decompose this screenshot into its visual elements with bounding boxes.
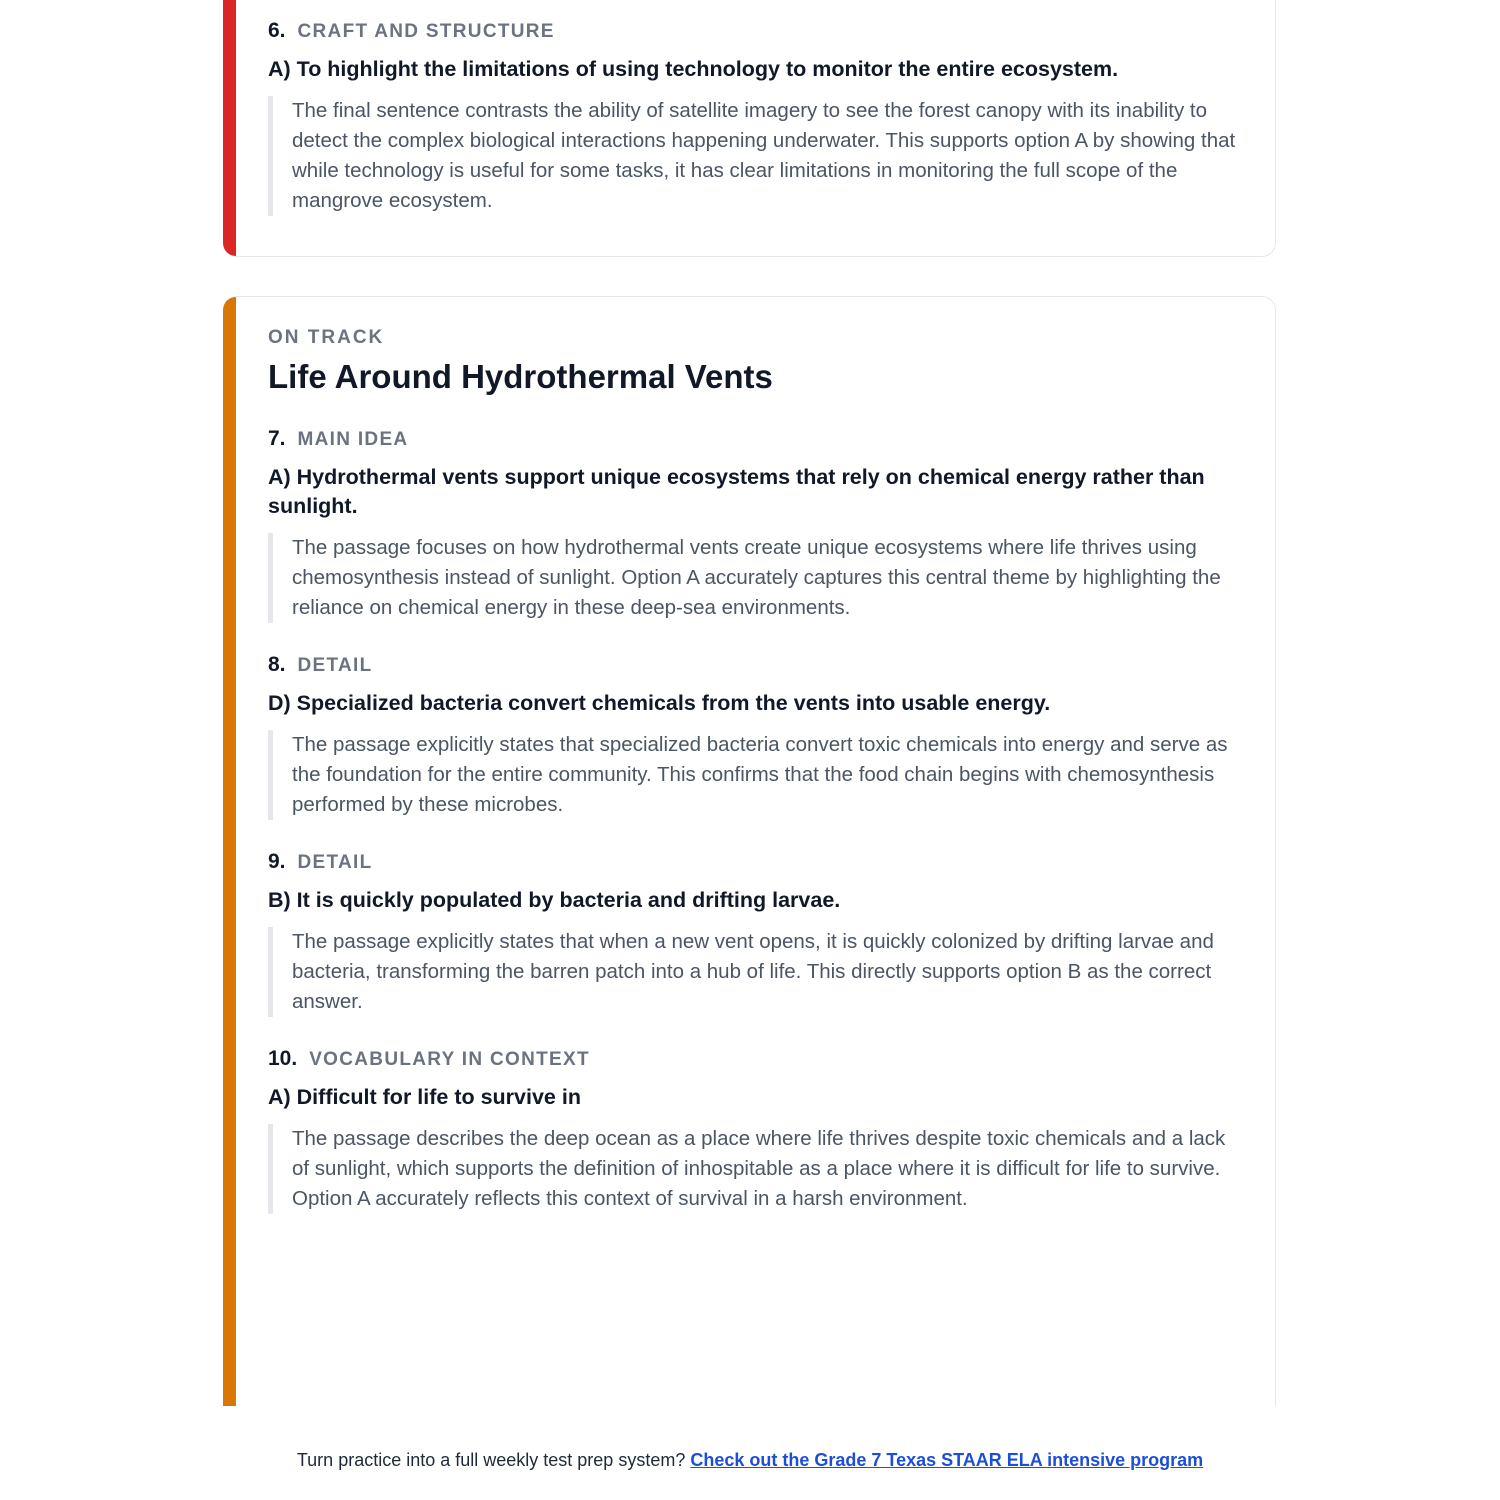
card-content — [268, 327, 1241, 1214]
question-number: 6. — [268, 19, 286, 42]
question-header — [268, 19, 1241, 43]
question-type: DETAIL — [297, 654, 373, 676]
card-accent-bar — [223, 297, 236, 1406]
answer-explanation: The passage explicitly states that when a new vent opens, it is quickly colonized by drifting larvae and bacteria, transforming the barren patch into a hub of life. This directly supports option B as the correct answer. — [268, 927, 1241, 1017]
question-number: 10. — [268, 1046, 298, 1070]
correct-answer: A) To highlight the limitations of using technology to monitor the entire ecosystem. — [268, 57, 1119, 81]
correct-answer: A) Difficult for life to survive in — [268, 1084, 581, 1109]
answer-explanation: The final sentence contrasts the ability of satellite imagery to see the forest canopy with its inability to detect the complex biological interactions happening underwater. This supports option A by showing that while technology is useful for some tasks, it has clear limitations in monitoring the full scope of the mangrove ecosystem. — [268, 96, 1241, 216]
question-header — [268, 427, 1241, 451]
question-number: 8. — [268, 652, 286, 676]
program-link[interactable]: Check out the Grade 7 Texas STAAR ELA intensive program — [690, 1450, 1204, 1470]
question-type: VOCABULARY IN CONTEXT — [309, 1048, 590, 1070]
question-item — [268, 19, 1241, 216]
question-item — [268, 653, 1241, 820]
question-number: 9. — [268, 849, 286, 873]
question-header — [268, 653, 1241, 677]
results-card-passage — [223, 296, 1276, 1406]
question-type: DETAIL — [297, 851, 373, 873]
status-label: ON TRACK — [268, 327, 385, 348]
footer-text: Turn practice into a full weekly test prep system? — [296, 1450, 686, 1470]
question-header — [268, 1047, 1241, 1071]
correct-answer: D) Specialized bacteria convert chemicals from the vents into usable energy. — [268, 690, 1051, 715]
answer-explanation: The passage describes the deep ocean as a place where life thrives despite toxic chemicals and a lack of sunlight, which supports the definition of inhospitable as a place where it is difficult for life to survive. Option A accurately reflects this context of survival in a harsh environment. — [268, 1124, 1241, 1214]
question-number: 7. — [268, 426, 286, 450]
answer-explanation: The passage focuses on how hydrothermal vents create unique ecosystems where life thrives using chemosynthesis instead of sunlight. Option A accurately captures this central theme by highlighting the reliance on chemical energy in these deep-sea environments. — [268, 533, 1241, 623]
question-header — [268, 850, 1241, 874]
results-card-previous — [223, 0, 1276, 257]
card-content — [268, 19, 1241, 216]
question-item — [268, 1047, 1241, 1214]
question-type: CRAFT AND STRUCTURE — [297, 21, 555, 42]
question-type: MAIN IDEA — [297, 428, 409, 450]
answer-explanation: The passage explicitly states that specialized bacteria convert toxic chemicals into energy and serve as the foundation for the entire community. This confirms that the food chain begins with chemosynthesis performed by these microbes. — [268, 730, 1241, 820]
question-item — [268, 850, 1241, 1017]
question-item — [268, 427, 1241, 623]
correct-answer: B) It is quickly populated by bacteria and drifting larvae. — [268, 887, 841, 912]
footer-promo — [0, 1450, 1500, 1471]
passage-title: Life Around Hydrothermal Vents — [268, 358, 773, 395]
correct-answer: A) Hydrothermal vents support unique ecosystems that rely on chemical energy rather than sunlight. — [268, 464, 1205, 518]
card-accent-bar — [223, 0, 236, 256]
